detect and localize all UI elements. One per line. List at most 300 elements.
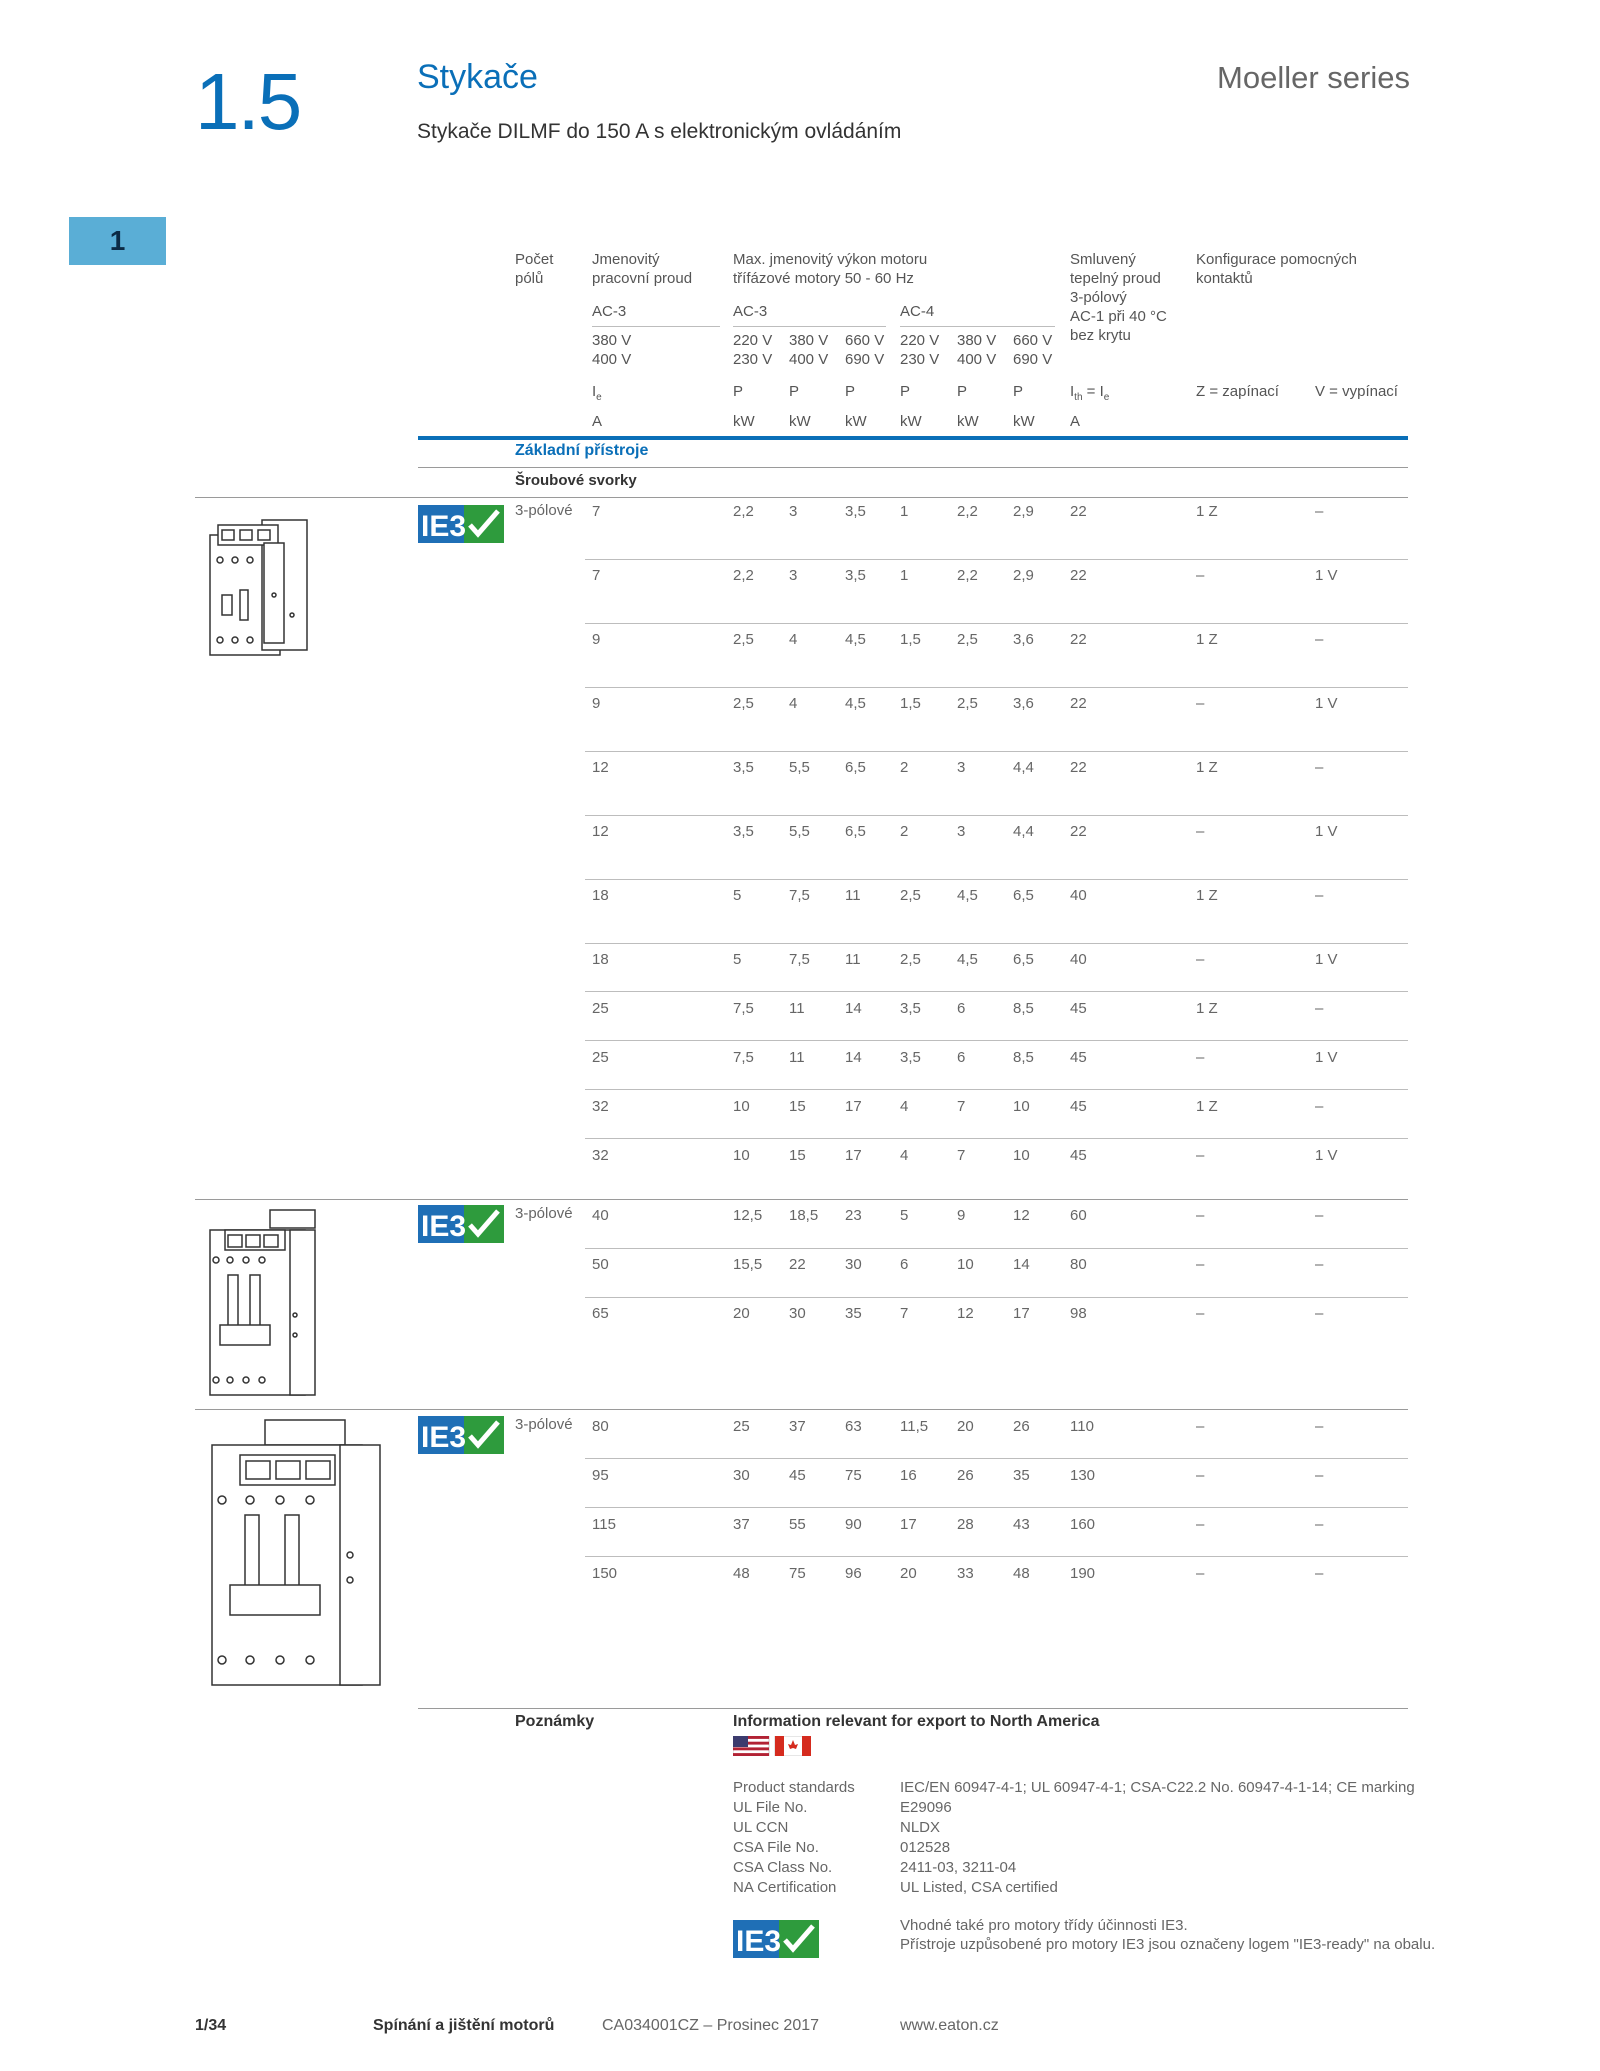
cell-aux-nc: – bbox=[1315, 503, 1324, 520]
cell-ac4-660: 3,6 bbox=[1013, 695, 1034, 712]
cell-aux-no: – bbox=[1196, 1207, 1205, 1224]
table-row-divider bbox=[585, 751, 1408, 752]
cell-current: 150 bbox=[592, 1565, 618, 1582]
cell-ac3-380: 22 bbox=[789, 1256, 806, 1273]
footer-title: Spínání a jištění motorů bbox=[373, 2017, 555, 2034]
cell-ac3-660: 14 bbox=[845, 1000, 862, 1017]
voltage-line2: 400 V bbox=[592, 351, 632, 368]
cell-ac3-660: 17 bbox=[845, 1147, 862, 1164]
cell-ac3-660: 4,5 bbox=[845, 695, 866, 712]
footer-web-link[interactable]: www.eaton.cz bbox=[900, 2017, 999, 2034]
thermal-line: AC-1 při 40 °C bbox=[1070, 308, 1167, 325]
series-label: Moeller series bbox=[1217, 60, 1410, 95]
divider bbox=[418, 467, 1408, 468]
table-row-divider bbox=[585, 1297, 1408, 1298]
cell-ac4-660: 6,5 bbox=[1013, 887, 1034, 904]
col-ac3: AC-3 bbox=[733, 303, 768, 320]
cell-thermal: 60 bbox=[1070, 1207, 1087, 1224]
na-key: CSA Class No. bbox=[733, 1859, 833, 1876]
cell-current: 115 bbox=[592, 1516, 616, 1533]
cell-aux-nc: – bbox=[1315, 631, 1324, 648]
cell-ac3-380: 55 bbox=[789, 1516, 806, 1533]
sym-sub: th bbox=[1074, 392, 1083, 403]
cell-aux-nc: 1 V bbox=[1315, 567, 1338, 584]
cell-ac4-380: 9 bbox=[957, 1207, 966, 1224]
sym-ie bbox=[592, 383, 602, 403]
cell-aux-nc: 1 V bbox=[1315, 1147, 1338, 1164]
cell-thermal: 45 bbox=[1070, 1049, 1087, 1066]
cell-aux-no: – bbox=[1196, 823, 1205, 840]
sym-p: P bbox=[1013, 383, 1024, 400]
cell-aux-nc: – bbox=[1315, 1098, 1324, 1115]
cell-ac3-220: 7,5 bbox=[733, 1000, 754, 1017]
v-line: 230 V bbox=[900, 351, 940, 368]
cell-ac4-660: 2,9 bbox=[1013, 503, 1034, 520]
cell-ac4-660: 48 bbox=[1013, 1565, 1030, 1582]
ie3-text: IE3 bbox=[421, 1210, 467, 1243]
unit-kw: kW bbox=[789, 413, 811, 430]
col-aux-header bbox=[1196, 250, 1357, 288]
section-title: Stykače bbox=[417, 58, 538, 96]
cell-ac3-380: 18,5 bbox=[789, 1207, 819, 1224]
ie3-text: IE3 bbox=[421, 510, 467, 543]
cell-ac4-220: 17 bbox=[900, 1516, 917, 1533]
ie3-note-line1: Vhodné také pro motory třídy účinnosti IE3. bbox=[900, 1917, 1188, 1934]
cell-ac3-380: 75 bbox=[789, 1565, 806, 1582]
thermal-line: bez krytu bbox=[1070, 327, 1131, 344]
footer-page-number: 1/34 bbox=[195, 2017, 227, 2034]
pole-label: 3-pólové bbox=[515, 1205, 573, 1222]
v-line: 380 V bbox=[789, 332, 829, 349]
v-line: 220 V bbox=[900, 332, 940, 349]
cell-ac3-380: 3 bbox=[789, 503, 798, 520]
cell-aux-no: – bbox=[1196, 1256, 1205, 1273]
table-row-divider bbox=[585, 1040, 1408, 1041]
table-row-divider bbox=[585, 991, 1408, 992]
cell-ac4-380: 26 bbox=[957, 1467, 974, 1484]
cell-ac4-220: 5 bbox=[900, 1207, 909, 1224]
cell-ac4-660: 2,9 bbox=[1013, 567, 1034, 584]
cell-aux-no: – bbox=[1196, 1305, 1205, 1322]
sym-letter: I bbox=[592, 383, 597, 400]
cell-ac4-660: 12 bbox=[1013, 1207, 1030, 1224]
cell-ac3-380: 7,5 bbox=[789, 951, 810, 968]
cell-ac3-660: 63 bbox=[845, 1418, 862, 1435]
na-title: Information relevant for export to North America bbox=[733, 1713, 1100, 1730]
thermal-line: tepelný proud bbox=[1070, 270, 1161, 287]
na-value: 2411-03, 3211-04 bbox=[900, 1859, 1017, 1876]
cell-thermal: 80 bbox=[1070, 1256, 1087, 1273]
divider bbox=[195, 1199, 1408, 1200]
cell-current: 32 bbox=[592, 1147, 609, 1164]
cell-current: 50 bbox=[592, 1256, 609, 1273]
cell-aux-no: – bbox=[1196, 951, 1205, 968]
cell-ac4-660: 14 bbox=[1013, 1256, 1030, 1273]
cell-ac4-380: 4,5 bbox=[957, 887, 978, 904]
cell-current: 25 bbox=[592, 1000, 609, 1017]
canada-flag-icon bbox=[775, 1736, 811, 1756]
cell-ac4-220: 1,5 bbox=[900, 695, 921, 712]
na-value: NLDX bbox=[900, 1819, 941, 1836]
cell-ac3-220: 48 bbox=[733, 1565, 750, 1582]
cell-ac4-660: 4,4 bbox=[1013, 759, 1034, 776]
sym-p: P bbox=[789, 383, 800, 400]
cell-ac3-660: 30 bbox=[845, 1256, 862, 1273]
v-line: 690 V bbox=[1013, 351, 1053, 368]
cell-ac3-220: 25 bbox=[733, 1418, 750, 1435]
cell-aux-nc: 1 V bbox=[1315, 823, 1338, 840]
sym-sub: e bbox=[1103, 392, 1110, 403]
cell-aux-nc: – bbox=[1315, 887, 1324, 904]
col-current-line1: Jmenovitý bbox=[592, 251, 660, 268]
cell-thermal: 22 bbox=[1070, 567, 1087, 584]
na-key: UL File No. bbox=[733, 1799, 808, 1816]
cell-current: 7 bbox=[592, 567, 601, 584]
col-power-line1: Max. jmenovitý výkon motoru bbox=[733, 251, 928, 268]
chapter-tab[interactable]: 1 bbox=[69, 217, 166, 265]
cell-aux-no: – bbox=[1196, 1418, 1205, 1435]
ac4-380 bbox=[957, 331, 996, 369]
cell-ac3-660: 6,5 bbox=[845, 823, 866, 840]
cell-thermal: 40 bbox=[1070, 951, 1087, 968]
cell-ac4-220: 7 bbox=[900, 1305, 909, 1322]
cell-thermal: 40 bbox=[1070, 887, 1087, 904]
cell-ac3-660: 11 bbox=[845, 951, 861, 968]
cell-ac4-380: 2,2 bbox=[957, 503, 978, 520]
cell-aux-no: – bbox=[1196, 1467, 1205, 1484]
cell-ac3-220: 3,5 bbox=[733, 823, 754, 840]
cell-ac3-220: 10 bbox=[733, 1098, 750, 1115]
section-subtitle: Stykače DILMF do 150 A s elektronickým ovládáním bbox=[417, 120, 902, 143]
ac3-220 bbox=[733, 331, 772, 369]
cell-aux-no: – bbox=[1196, 1516, 1205, 1533]
cell-ac3-220: 2,5 bbox=[733, 695, 754, 712]
cell-current: 18 bbox=[592, 951, 609, 968]
cell-ac4-660: 43 bbox=[1013, 1516, 1030, 1533]
cell-ac4-220: 2,5 bbox=[900, 951, 921, 968]
sym-eq: = I bbox=[1082, 383, 1104, 400]
cell-ac3-380: 5,5 bbox=[789, 759, 810, 776]
cell-ac4-380: 4,5 bbox=[957, 951, 978, 968]
cell-ac3-660: 35 bbox=[845, 1305, 862, 1322]
col-poles-line1: Počet bbox=[515, 251, 554, 268]
cell-ac4-660: 8,5 bbox=[1013, 1000, 1034, 1017]
cell-ac3-220: 5 bbox=[733, 951, 742, 968]
v-line: 230 V bbox=[733, 351, 773, 368]
v-line: 660 V bbox=[1013, 332, 1053, 349]
cell-aux-nc: 1 V bbox=[1315, 695, 1338, 712]
divider bbox=[592, 326, 720, 327]
cell-ac4-220: 3,5 bbox=[900, 1049, 921, 1066]
col-poles-header bbox=[515, 250, 553, 288]
table-row-divider bbox=[585, 1248, 1408, 1249]
cell-ac4-220: 2,5 bbox=[900, 887, 921, 904]
cell-ac4-220: 4 bbox=[900, 1147, 909, 1164]
unit-kw: kW bbox=[900, 413, 922, 430]
cell-current: 12 bbox=[592, 823, 609, 840]
cell-aux-no: 1 Z bbox=[1196, 503, 1218, 520]
cell-ac4-380: 7 bbox=[957, 1147, 966, 1164]
na-value: UL Listed, CSA certified bbox=[900, 1879, 1058, 1896]
cell-thermal: 45 bbox=[1070, 1147, 1087, 1164]
cell-ac3-220: 2,5 bbox=[733, 631, 754, 648]
cell-aux-no: – bbox=[1196, 567, 1205, 584]
notes-label: Poznámky bbox=[515, 1713, 595, 1730]
cell-thermal: 190 bbox=[1070, 1565, 1096, 1582]
col-poles-line2: pólů bbox=[515, 270, 544, 287]
unit-kw: kW bbox=[845, 413, 867, 430]
table-row-divider bbox=[585, 879, 1408, 880]
cell-ac3-380: 37 bbox=[789, 1418, 806, 1435]
cell-thermal: 45 bbox=[1070, 1000, 1087, 1017]
cell-ac4-380: 2,2 bbox=[957, 567, 978, 584]
col-current-voltage bbox=[592, 331, 631, 369]
cell-ac4-660: 3,6 bbox=[1013, 631, 1034, 648]
table-row-divider bbox=[585, 815, 1408, 816]
cell-current: 80 bbox=[592, 1418, 609, 1435]
cell-ac4-220: 1 bbox=[900, 567, 909, 584]
subgroup-title: Šroubové svorky bbox=[515, 472, 637, 489]
cell-aux-no: 1 Z bbox=[1196, 1000, 1218, 1017]
cell-ac3-380: 4 bbox=[789, 631, 798, 648]
cell-ac4-220: 16 bbox=[900, 1467, 917, 1484]
table-row-divider bbox=[585, 1507, 1408, 1508]
col-thermal-header bbox=[1070, 250, 1167, 345]
ie3-badge bbox=[733, 1920, 819, 1958]
unit-kw: kW bbox=[1013, 413, 1035, 430]
thermal-line: Smluvený bbox=[1070, 251, 1136, 268]
unit-kw: kW bbox=[957, 413, 979, 430]
col-current-cat: AC-3 bbox=[592, 303, 627, 320]
cell-ac3-380: 7,5 bbox=[789, 887, 810, 904]
cell-current: 9 bbox=[592, 695, 601, 712]
z-label: Z = zapínací bbox=[1196, 383, 1279, 400]
cell-ac4-660: 8,5 bbox=[1013, 1049, 1034, 1066]
cell-ac4-660: 26 bbox=[1013, 1418, 1030, 1435]
cell-ac3-660: 90 bbox=[845, 1516, 862, 1533]
cell-ac4-660: 10 bbox=[1013, 1147, 1030, 1164]
cell-current: 9 bbox=[592, 631, 601, 648]
cell-ac4-380: 3 bbox=[957, 823, 966, 840]
cell-aux-nc: – bbox=[1315, 1305, 1324, 1322]
v-line: 400 V bbox=[957, 351, 997, 368]
cell-ac3-220: 5 bbox=[733, 887, 742, 904]
unit-kw: kW bbox=[733, 413, 755, 430]
cell-thermal: 98 bbox=[1070, 1305, 1087, 1322]
cell-ac4-220: 2 bbox=[900, 823, 909, 840]
cell-thermal: 45 bbox=[1070, 1098, 1087, 1115]
cell-current: 65 bbox=[592, 1305, 609, 1322]
cell-ac3-660: 6,5 bbox=[845, 759, 866, 776]
cell-ac3-380: 11 bbox=[789, 1000, 805, 1017]
cell-aux-nc: – bbox=[1315, 1000, 1324, 1017]
sym-p: P bbox=[845, 383, 856, 400]
cell-ac3-220: 2,2 bbox=[733, 567, 754, 584]
cell-ac3-660: 23 bbox=[845, 1207, 862, 1224]
cell-ac4-380: 12 bbox=[957, 1305, 974, 1322]
col-current-line2: pracovní proud bbox=[592, 270, 693, 287]
cell-ac3-660: 17 bbox=[845, 1098, 862, 1115]
col-power-line2: třífázové motory 50 - 60 Hz bbox=[733, 270, 914, 287]
cell-aux-nc: – bbox=[1315, 1256, 1324, 1273]
cell-ac4-220: 11,5 bbox=[900, 1418, 929, 1435]
cell-ac3-660: 3,5 bbox=[845, 567, 866, 584]
cell-ac3-220: 15,5 bbox=[733, 1256, 763, 1273]
us-ca-flags-icon bbox=[733, 1736, 811, 1756]
na-key: NA Certification bbox=[733, 1879, 837, 1896]
section-number: 1.5 bbox=[195, 57, 301, 146]
contactor-large-image bbox=[200, 1415, 400, 1695]
cell-current: 32 bbox=[592, 1098, 609, 1115]
v-line: 690 V bbox=[845, 351, 885, 368]
cell-ac3-380: 30 bbox=[789, 1305, 806, 1322]
table-row-divider bbox=[585, 1556, 1408, 1557]
cell-aux-nc: – bbox=[1315, 1418, 1324, 1435]
cell-thermal: 22 bbox=[1070, 759, 1087, 776]
cell-ac3-380: 5,5 bbox=[789, 823, 810, 840]
col-power-header bbox=[733, 250, 927, 288]
na-value: IEC/EN 60947-4-1; UL 60947-4-1; CSA-C22.2 No. 60947-4-1-14; CE marking bbox=[900, 1779, 1415, 1796]
na-key: UL CCN bbox=[733, 1819, 789, 1836]
cell-aux-no: – bbox=[1196, 1049, 1205, 1066]
table-row-divider bbox=[585, 559, 1408, 560]
cell-thermal: 22 bbox=[1070, 695, 1087, 712]
divider bbox=[900, 326, 1055, 327]
aux-line2: kontaktů bbox=[1196, 270, 1253, 287]
cell-ac4-220: 6 bbox=[900, 1256, 909, 1273]
cell-ac4-660: 17 bbox=[1013, 1305, 1030, 1322]
table-row-divider bbox=[585, 1138, 1408, 1139]
cell-aux-no: 1 Z bbox=[1196, 631, 1218, 648]
cell-ac3-660: 3,5 bbox=[845, 503, 866, 520]
ie3-note-line2: Přístroje uzpůsobené pro motory IE3 jsou označeny logem "IE3-ready" na obalu. bbox=[900, 1936, 1436, 1953]
cell-ac4-380: 7 bbox=[957, 1098, 966, 1115]
na-value: E29096 bbox=[900, 1799, 952, 1816]
divider bbox=[418, 1708, 1408, 1709]
cell-aux-nc: 1 V bbox=[1315, 1049, 1338, 1066]
sym-p: P bbox=[900, 383, 911, 400]
v-label: V = vypínací bbox=[1315, 383, 1398, 400]
cell-ac4-380: 20 bbox=[957, 1418, 974, 1435]
unit-a: A bbox=[592, 413, 603, 430]
ie3-note bbox=[900, 1916, 1435, 1954]
cell-ac4-660: 35 bbox=[1013, 1467, 1030, 1484]
sym-sub: e bbox=[596, 392, 602, 403]
cell-aux-nc: – bbox=[1315, 1467, 1324, 1484]
cell-aux-no: – bbox=[1196, 1147, 1205, 1164]
ac4-660 bbox=[1013, 331, 1052, 369]
cell-current: 25 bbox=[592, 1049, 609, 1066]
cell-aux-no: 1 Z bbox=[1196, 1098, 1218, 1115]
cell-ac4-220: 1,5 bbox=[900, 631, 921, 648]
cell-ac4-220: 4 bbox=[900, 1098, 909, 1115]
v-line: 660 V bbox=[845, 332, 885, 349]
cell-aux-no: – bbox=[1196, 1565, 1205, 1582]
group-title: Základní přístroje bbox=[515, 442, 649, 459]
divider bbox=[195, 497, 1408, 498]
cell-ac3-660: 4,5 bbox=[845, 631, 866, 648]
aux-line1: Konfigurace pomocných bbox=[1196, 251, 1357, 268]
v-line: 380 V bbox=[957, 332, 997, 349]
cell-ac3-220: 7,5 bbox=[733, 1049, 754, 1066]
cell-ac4-220: 3,5 bbox=[900, 1000, 921, 1017]
cell-ac3-220: 12,5 bbox=[733, 1207, 763, 1224]
sym-letter: I bbox=[1070, 383, 1075, 400]
cell-ac4-380: 10 bbox=[957, 1256, 974, 1273]
col-ac4: AC-4 bbox=[900, 303, 935, 320]
cell-ac4-380: 6 bbox=[957, 1000, 966, 1017]
cell-ac3-660: 75 bbox=[845, 1467, 862, 1484]
header-rule bbox=[418, 436, 1408, 440]
cell-aux-nc: – bbox=[1315, 1207, 1324, 1224]
table-row-divider bbox=[585, 1458, 1408, 1459]
divider bbox=[733, 326, 886, 327]
cell-aux-no: 1 Z bbox=[1196, 887, 1218, 904]
col-current-header bbox=[592, 250, 692, 288]
cell-current: 18 bbox=[592, 887, 609, 904]
cell-thermal: 110 bbox=[1070, 1418, 1094, 1435]
ie3-badge bbox=[418, 1416, 504, 1454]
ac4-220 bbox=[900, 331, 939, 369]
table-row-divider bbox=[585, 943, 1408, 944]
cell-aux-nc: – bbox=[1315, 759, 1324, 776]
cell-aux-no: 1 Z bbox=[1196, 759, 1218, 776]
v-line: 220 V bbox=[733, 332, 773, 349]
cell-ac3-220: 20 bbox=[733, 1305, 750, 1322]
cell-ac3-660: 11 bbox=[845, 887, 861, 904]
cell-thermal: 22 bbox=[1070, 503, 1087, 520]
contactor-small-image bbox=[200, 505, 320, 665]
cell-ac3-220: 37 bbox=[733, 1516, 750, 1533]
na-value: 012528 bbox=[900, 1839, 951, 1856]
sym-ith bbox=[1070, 383, 1109, 403]
pole-label: 3-pólové bbox=[515, 502, 573, 519]
cell-ac3-380: 4 bbox=[789, 695, 798, 712]
cell-ac3-380: 15 bbox=[789, 1098, 806, 1115]
cell-aux-no: – bbox=[1196, 695, 1205, 712]
v-line: 400 V bbox=[789, 351, 829, 368]
pole-label: 3-pólové bbox=[515, 1416, 573, 1433]
cell-ac3-220: 10 bbox=[733, 1147, 750, 1164]
sym-p: P bbox=[733, 383, 744, 400]
table-row-divider bbox=[585, 623, 1408, 624]
cell-current: 12 bbox=[592, 759, 609, 776]
cell-ac4-220: 1 bbox=[900, 503, 909, 520]
cell-current: 7 bbox=[592, 503, 601, 520]
cell-ac4-220: 2 bbox=[900, 759, 909, 776]
cell-ac4-380: 3 bbox=[957, 759, 966, 776]
cell-current: 40 bbox=[592, 1207, 609, 1224]
cell-ac4-380: 28 bbox=[957, 1516, 974, 1533]
cell-ac4-660: 10 bbox=[1013, 1098, 1030, 1115]
cell-ac3-380: 11 bbox=[789, 1049, 805, 1066]
footer-catalog: CA034001CZ – Prosinec 2017 bbox=[602, 2017, 820, 2034]
cell-ac4-380: 2,5 bbox=[957, 695, 978, 712]
cell-ac4-380: 2,5 bbox=[957, 631, 978, 648]
voltage-line1: 380 V bbox=[592, 332, 632, 349]
table-row-divider bbox=[585, 1089, 1408, 1090]
table-row-divider bbox=[585, 687, 1408, 688]
thermal-line: 3-pólový bbox=[1070, 289, 1127, 306]
cell-ac3-380: 3 bbox=[789, 567, 798, 584]
ie3-text: IE3 bbox=[421, 1421, 467, 1454]
ac3-380 bbox=[789, 331, 828, 369]
cell-thermal: 22 bbox=[1070, 631, 1087, 648]
cell-aux-nc: – bbox=[1315, 1565, 1324, 1582]
contactor-medium-image bbox=[200, 1205, 340, 1400]
cell-ac3-660: 14 bbox=[845, 1049, 862, 1066]
ie3-badge bbox=[418, 505, 504, 543]
